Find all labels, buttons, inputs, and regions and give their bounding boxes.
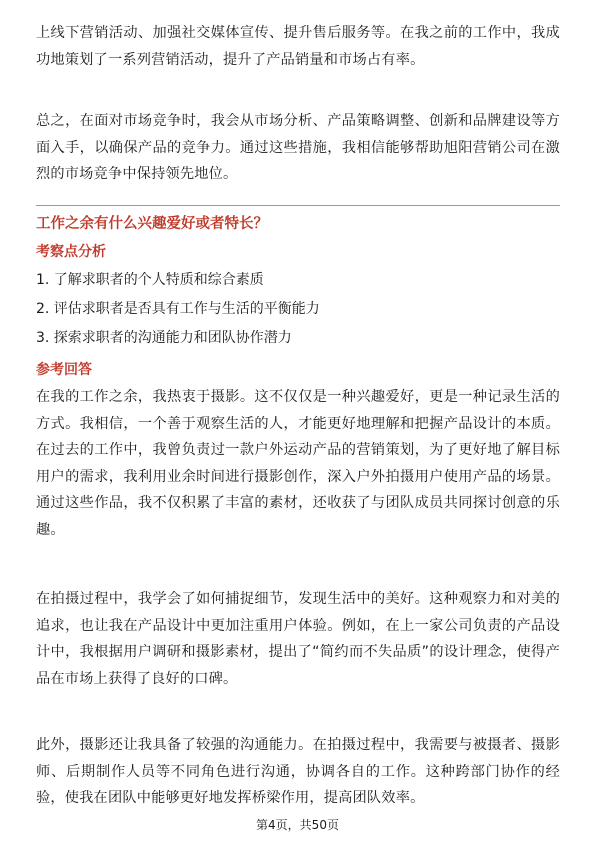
question-heading: 工作之余有什么兴趣爱好或者特长？ bbox=[36, 216, 268, 232]
list-item: 2. 评估求职者是否具有工作与生活的平衡能力 bbox=[36, 301, 320, 317]
intro-paragraph-1: 上线下营销活动、加强社交媒体宣传、提升售后服务等。在我之前的工作中，我成功地策划了一系列营销活动，提升了产品销量和市场占有率。 bbox=[36, 25, 560, 68]
analysis-label: 考察点分析 bbox=[36, 244, 106, 260]
answer-paragraph-1: 在我的工作之余，我热衷于摄影。这不仅仅是一种兴趣爱好，更是一种记录生活的方式。我相信，一个善于观察生活的人，才能更好地理解和把握产品设计的本质。在过去的工作中，我曾负责过一款户外运动产品的营销策划，为了更好地了解目标用户的需求，我利用业余时间进行摄影创作，深入户外拍摄用户使用产品的场景。通过这些作品，我不仅积累了丰富的素材，还收获了与团队成员共同探讨创意的乐趣。 bbox=[36, 389, 560, 538]
section-divider bbox=[36, 205, 560, 206]
intro-paragraph-2: 总之，在面对市场竞争时，我会从市场分析、产品策略调整、创新和品牌建设等方面入手，以确保产品的竞争力。通过这些措施，我相信能够帮助旭阳营销公司在激烈的市场竞争中保持领先地位。 bbox=[36, 113, 560, 182]
list-item: 1. 了解求职者的个人特质和综合素质 bbox=[36, 272, 264, 288]
answer-paragraph-3: 此外，摄影还让我具备了较强的沟通能力。在拍摄过程中，我需要与被摄者、摄影师、后期制作人员等不同角色进行沟通，协调各自的工作。这种跨部门协作的经验，使我在团队中能够更好地发挥桥梁作用，提高团队效率。 bbox=[36, 737, 560, 806]
analysis-points-list bbox=[36, 266, 320, 353]
answer-paragraph-2: 在拍摄过程中，我学会了如何捕捉细节，发现生活中的美好。这种观察力和对美的追求，也让我在产品设计中更加注重用户体验。例如，在上一家公司负责的产品设计中，我根据用户调研和摄影素材，提出了“简约而不失品质”的设计理念，使得产品在市场上获得了良好的口碑。 bbox=[36, 591, 560, 687]
page-number: 第4页，共50页 bbox=[256, 818, 339, 832]
list-item: 3. 探索求职者的沟通能力和团队协作潜力 bbox=[36, 330, 292, 346]
answer-label: 参考回答 bbox=[36, 362, 92, 378]
